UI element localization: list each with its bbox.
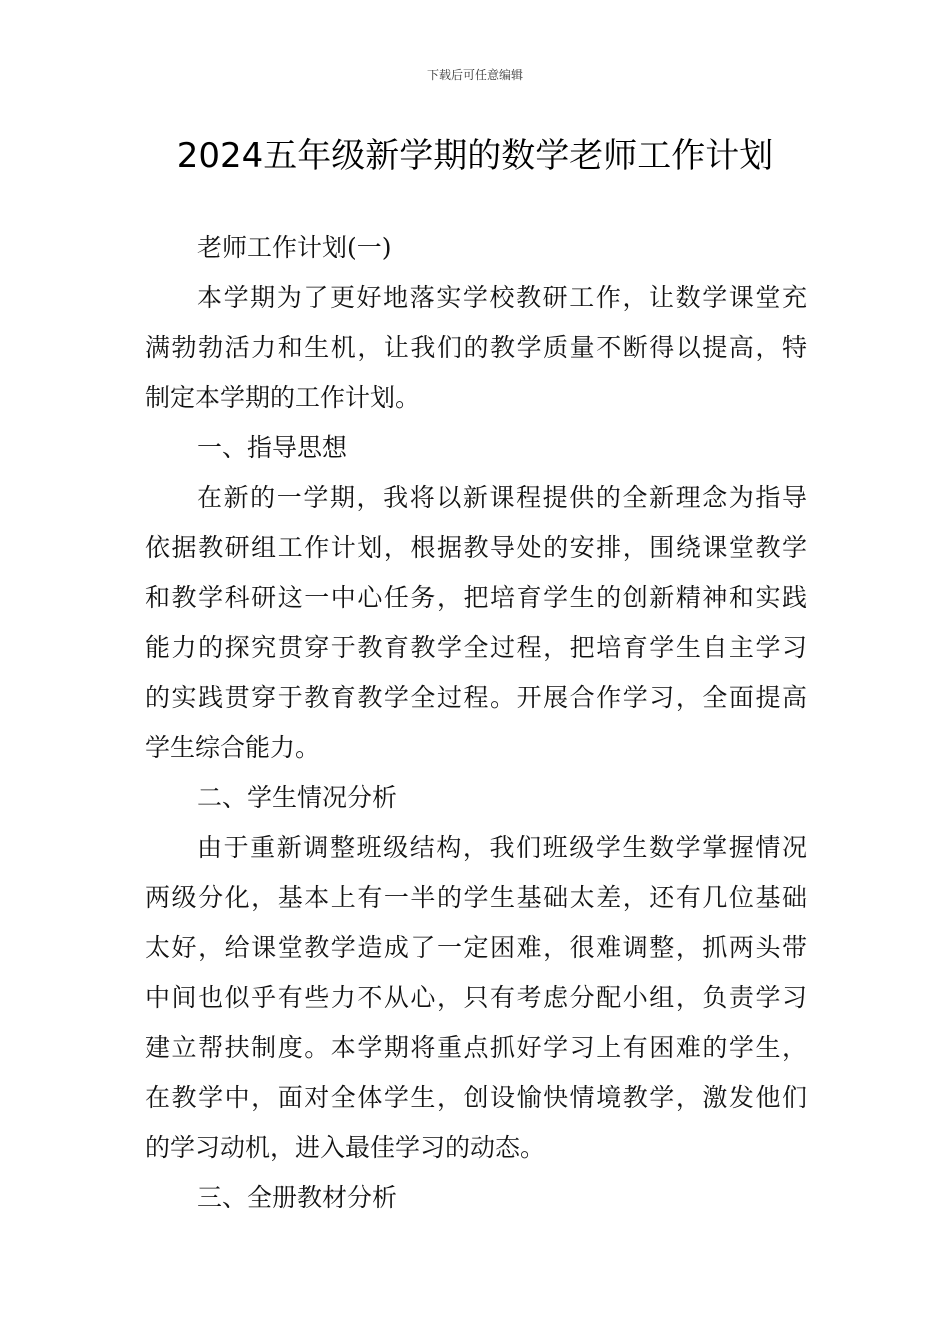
section-heading (145, 773, 807, 823)
text-line: 由于重新调整班级结构，我们班级学生数学掌握情况 (197, 833, 807, 862)
paragraph (145, 473, 807, 773)
section-heading (145, 223, 807, 273)
section-heading (145, 423, 807, 473)
document-body (145, 223, 807, 1223)
text-line: 一、指导思想 (197, 433, 348, 462)
text-line: 学生综合能力。 (145, 733, 321, 762)
paragraph (145, 273, 807, 423)
text-line: 能力的探究贯穿于教育教学全过程，把培育学生自主学习 (145, 633, 807, 662)
page-header: 下载后可任意编辑 (426, 68, 523, 82)
text-line: 的学习动机，进入最佳学习的动态。 (145, 1133, 546, 1162)
text-line: 制定本学期的工作计划。 (145, 383, 421, 412)
text-line: 两级分化，基本上有一半的学生基础太差，还有几位基础 (145, 883, 807, 912)
text-line: 二、学生情况分析 (197, 783, 398, 812)
text-line: 老师工作计划(一) (197, 233, 392, 262)
text-line: 太好，给课堂教学造成了一定困难，很难调整，抓两头带 (145, 933, 807, 962)
text-line: 依据教研组工作计划，根据教导处的安排，围绕课堂教学 (145, 533, 807, 562)
document-title: 2024五年级新学期的数学老师工作计划 (176, 136, 774, 176)
text-line: 建立帮扶制度。本学期将重点抓好学习上有困难的学生， (145, 1033, 807, 1062)
text-line: 和教学科研这一中心任务，把培育学生的创新精神和实践 (145, 583, 807, 612)
text-line: 在教学中，面对全体学生，创设愉快情境教学，激发他们 (145, 1083, 807, 1112)
text-line: 中间也似乎有些力不从心，只有考虑分配小组，负责学习 (145, 983, 807, 1012)
paragraph (145, 823, 807, 1173)
text-line: 满勃勃活力和生机，让我们的教学质量不断得以提高，特 (145, 333, 807, 362)
text-line: 在新的一学期，我将以新课程提供的全新理念为指导 (197, 483, 807, 512)
section-heading (145, 1173, 807, 1223)
text-line: 三、全册教材分析 (197, 1183, 398, 1212)
text-line: 本学期为了更好地落实学校教研工作，让数学课堂充 (197, 283, 807, 312)
text-line: 的实践贯穿于教育教学全过程。开展合作学习，全面提高 (145, 683, 807, 712)
